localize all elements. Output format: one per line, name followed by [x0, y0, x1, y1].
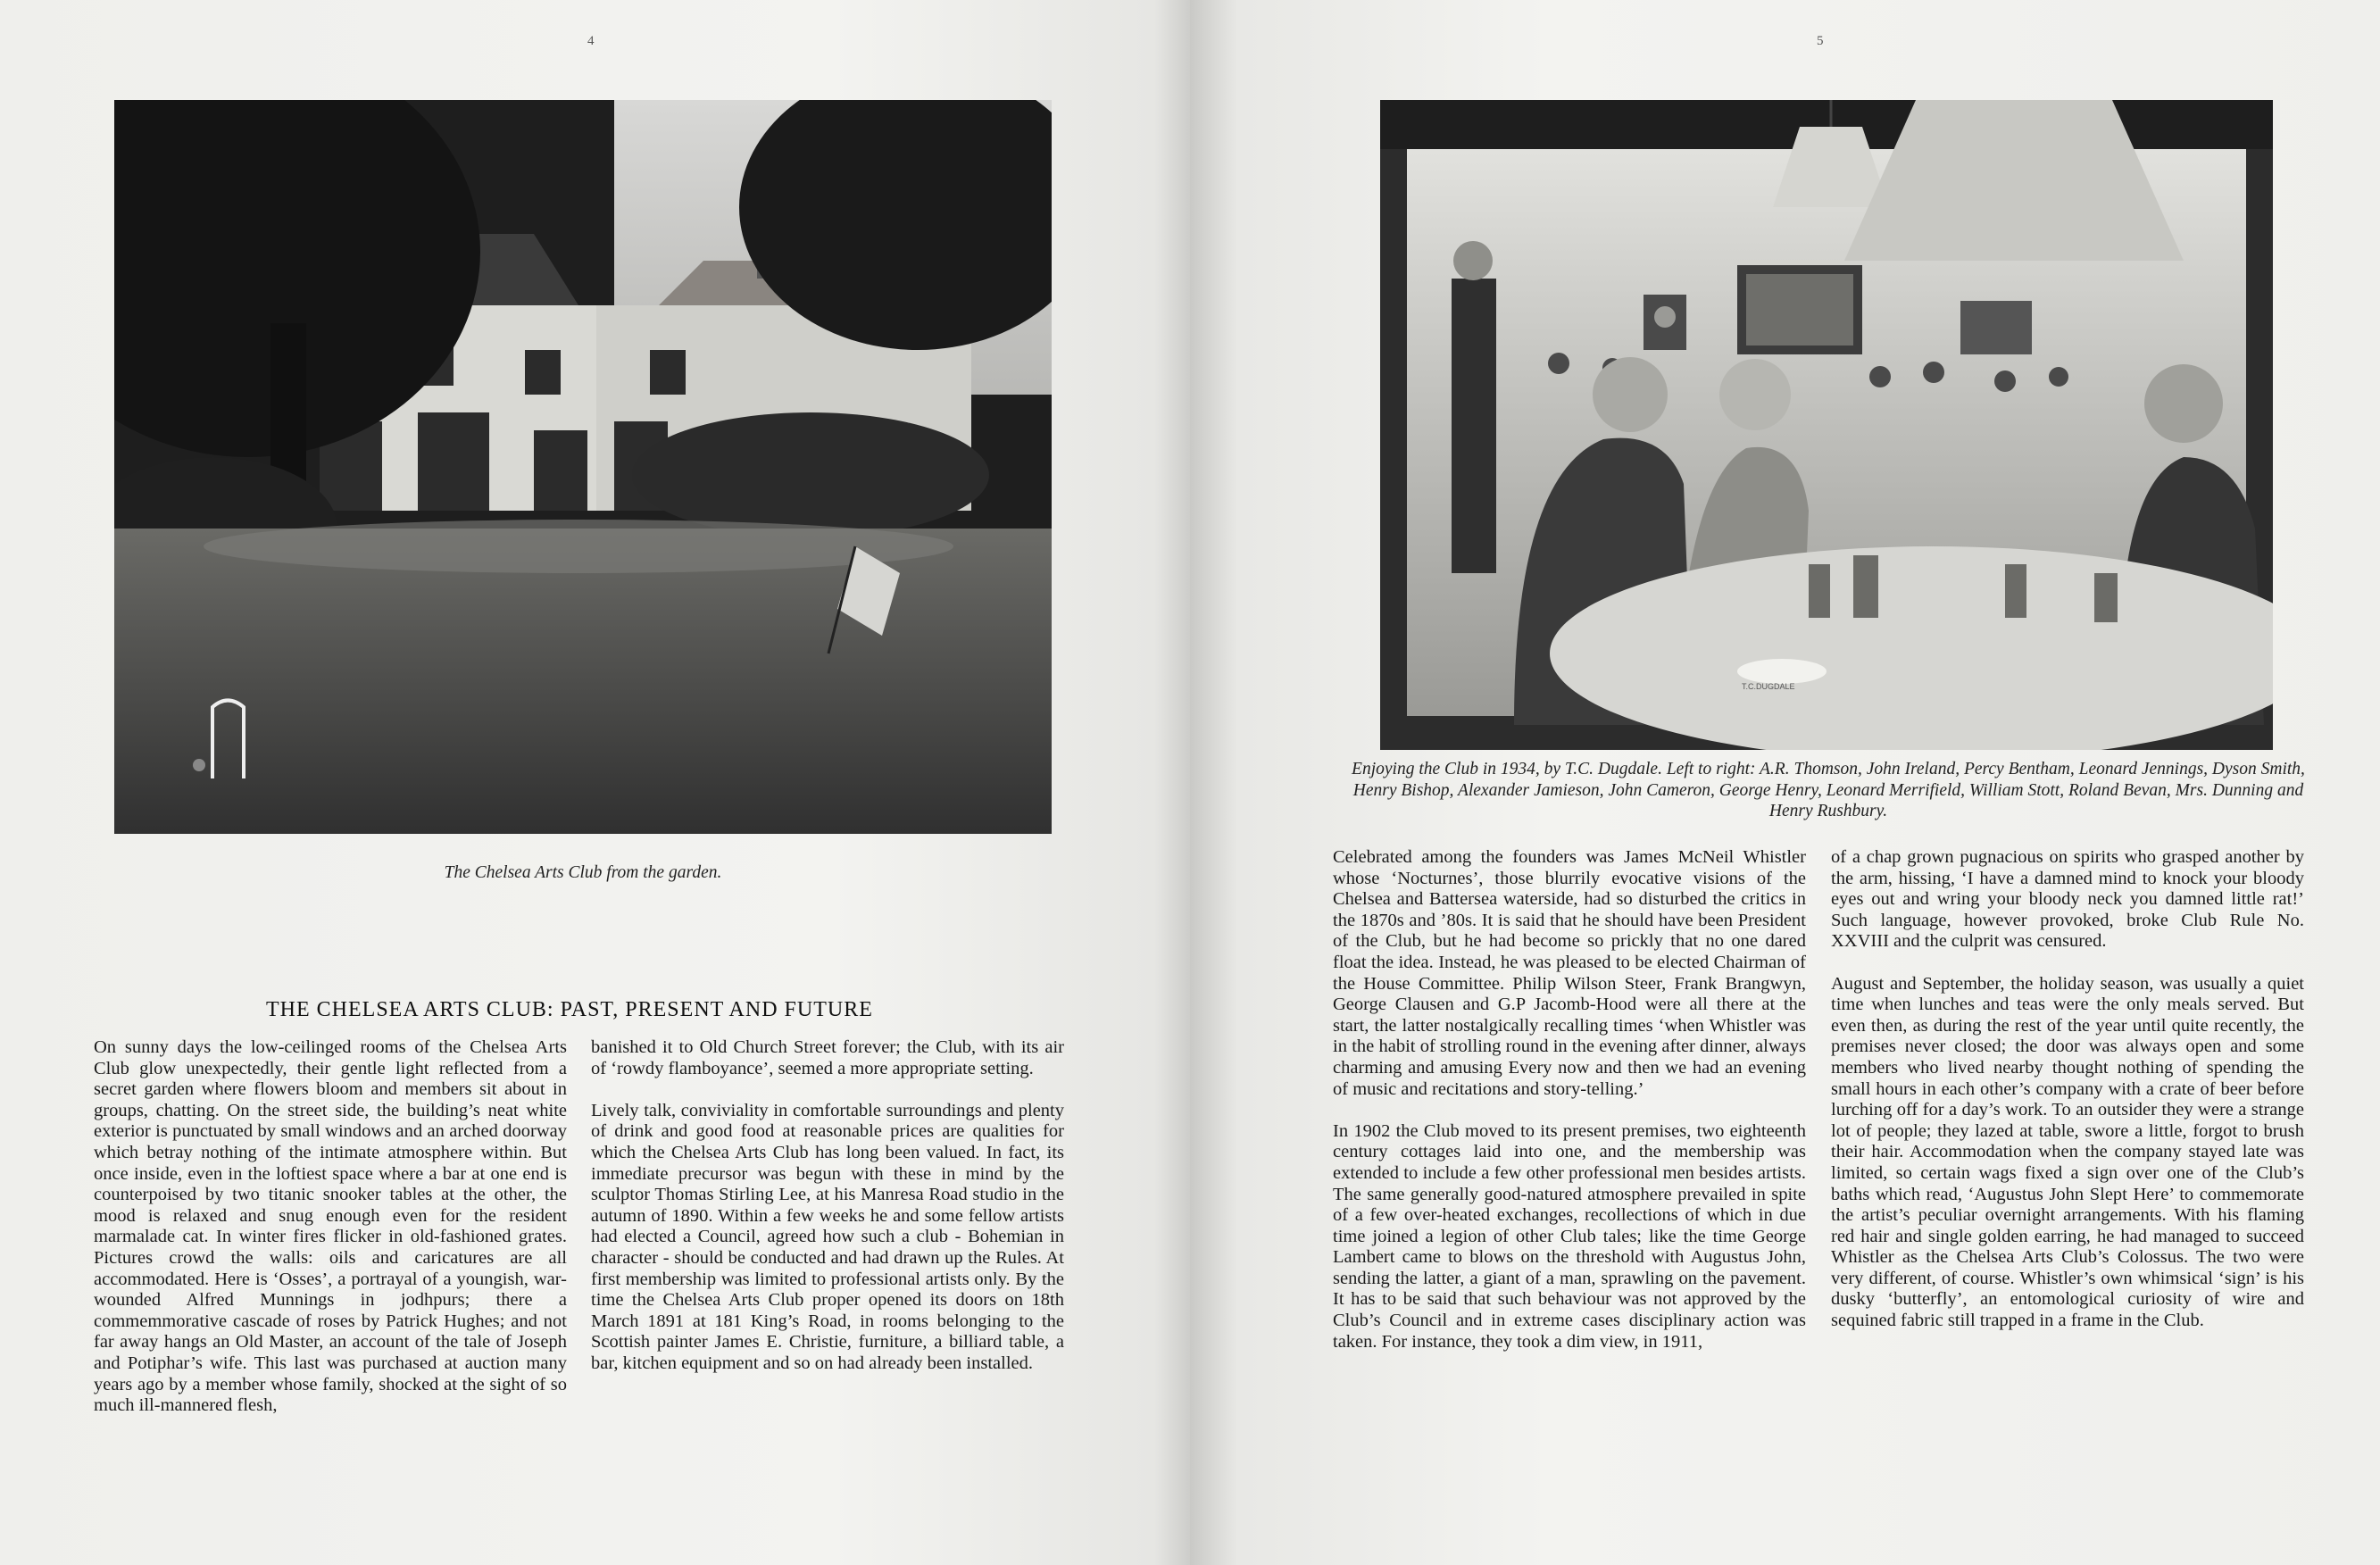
page-number: 4 — [587, 34, 595, 48]
paragraph: August and September, the holiday season, was usually a quiet time when lunches and teas were the only meals served. But even then, as during the rest of the year until quite recently, the premises never closed; the door was always open and some members who lived nearby thought nothing of spending the small hours in each other’s company with a crate of beer before lurching off for a day’s work. To an outsider they were a strange lot of people; they lazed at table, swore a little, forgot to brush their hair. Accommodation when the company stayed late was limited, so certain wags fixed a sign over one of the Club’s baths which read, ‘Augustus John Slept Here’ to commemorate the artist’s peculiar overnight arrangements. With his flaming red hair and single golden earring, he had managed to succeed Whistler as the Chelsea Arts Club’s Colossus. The two were very different, of course. Whistler’s own whimsical ‘sign’ is his dusky ‘butterfly’, an entomological curiosity of wire and sequined fabric still trapped in a frame in the Club. — [1831, 973, 2304, 1331]
garden-photo — [114, 100, 1052, 834]
left-column-1 — [94, 1037, 567, 1417]
article-title: THE CHELSEA ARTS CLUB: PAST, PRESENT AND FUTURE — [266, 998, 873, 1021]
club-painting — [1380, 100, 2273, 750]
page-number: 5 — [1817, 34, 1824, 48]
paragraph: banished it to Old Church Street forever; the Club, with its air of ‘rowdy flamboyance’, seemed a more appropriate setting. — [591, 1037, 1064, 1078]
painting-signature: T.C.DUGDALE — [1742, 682, 1795, 691]
photo-caption: The Chelsea Arts Club from the garden. — [444, 863, 722, 882]
right-column-2 — [1831, 847, 2304, 1332]
right-column-1 — [1333, 847, 1806, 1353]
right-page — [1190, 0, 2380, 1565]
paragraph: Lively talk, conviviality in comfortable surroundings and plenty of drink and good food at reasonable prices are qualities for which the Chelsea Arts Club has long been valued. In fact, its immediate precursor was begun with these in mind by the sculptor Thomas Stirling Lee, at his Manresa Road studio in the autumn of 1890. Within a few weeks he and some fellow artists had elected a Council, agreed how such a club - Bohemian in character - should be conducted and had drawn up the Rules. At first membership was limited to professional artists only. By the time the Chelsea Arts Club proper opened its doors on 18th March 1891 at 181 King’s Road, in rooms belonging to the Scottish painter James E. Christie, furniture, a billiard table, a bar, kitchen equipment and so on had already been installed. — [591, 1100, 1064, 1373]
paragraph: In 1902 the Club moved to its present premises, two eighteenth century cottages laid into one, and the membership was extended to include a few other professional men besides artists. The same generally good-natured atmosphere prevailed in spite of a few over-heated exchanges, recollections of which in due time joined a legion of other Club tales; like the time George Lambert came to blows on the threshold with Augustus John, sending the latter, a giant of a man, sprawling on the pavement. It has to be said that such behaviour was not approved by the Club’s Council and in extreme cases disciplinary action was taken. For instance, they took a dim view, in 1911, — [1333, 1120, 1806, 1352]
painting-caption: Enjoying the Club in 1934, by T.C. Dugdale. Left to right: A.R. Thomson, John Ireland, Percy Bentham, Leonard Jennings, Dyson Smith, Henry Bishop, Alexander Jamieson, John Cameron, George Henry, Leonard Merrifield, William Stott, Roland Bevan, Mrs. Dunning and Henry Rushbury. — [1352, 760, 2305, 820]
paragraph: of a chap grown pugnacious on spirits who grasped another by the arm, hissing, ‘I have a damned mind to knock your bloody eyes out and wring your bloody neck you damned little rat!’ Such language, however provoked, broke Club Rule No. XXVIII and the culprit was censured. — [1831, 847, 2304, 952]
left-column-2 — [591, 1037, 1064, 1375]
paragraph: Celebrated among the founders was James McNeil Whistler whose ‘Nocturnes’, those blurrily evocative visions of the Chelsea and Battersea waterside, had so disturbed the critics in the 1870s and ’80s. It is said that he should have been President of the Club, but he had become so prickly that no one dared float the idea. Instead, he was pleased to be elected Chairman of the House Committee. Philip Wilson Steer, Frank Brangwyn, George Clausen and G.P Jacomb-Hood were all there at the start, the latter nostalgically recalling times ‘when Whistler was in the habit of strolling round in the evening after dinner, always charming and amusing Every now and then we had an evening of music and recitations and story-telling.’ — [1333, 847, 1806, 1099]
paragraph: On sunny days the low-ceilinged rooms of the Chelsea Arts Club glow unexpectedly, their gentle light reflected from a secret garden where flowers bloom and members sit about in groups, chatting. On the street side, the building’s neat white exterior is punctuated by small windows and an arched doorway which betray nothing of the intimate atmosphere within. But once inside, even in the loftiest space where a bar at one end is counterpoised by two titanic snooker tables at the other, the mood is relaxed and snug enough even for the resident marmalade cat. In winter fires flicker in old-fashioned grates. Pictures crowd the walls: oils and caricatures are all accommodated. Here is ‘Osses’, a portrayal of a youngish, war-wounded Alfred Munnings in jodhpurs; there a commemmorative cascade of roses by Patrick Hughes; and not far away hangs an Old Master, an account of the tale of Joseph and Potiphar’s wife. This last was purchased at auction many years ago by a member whose family, shocked at the sight of so much ill-mannered flesh, — [94, 1037, 567, 1416]
